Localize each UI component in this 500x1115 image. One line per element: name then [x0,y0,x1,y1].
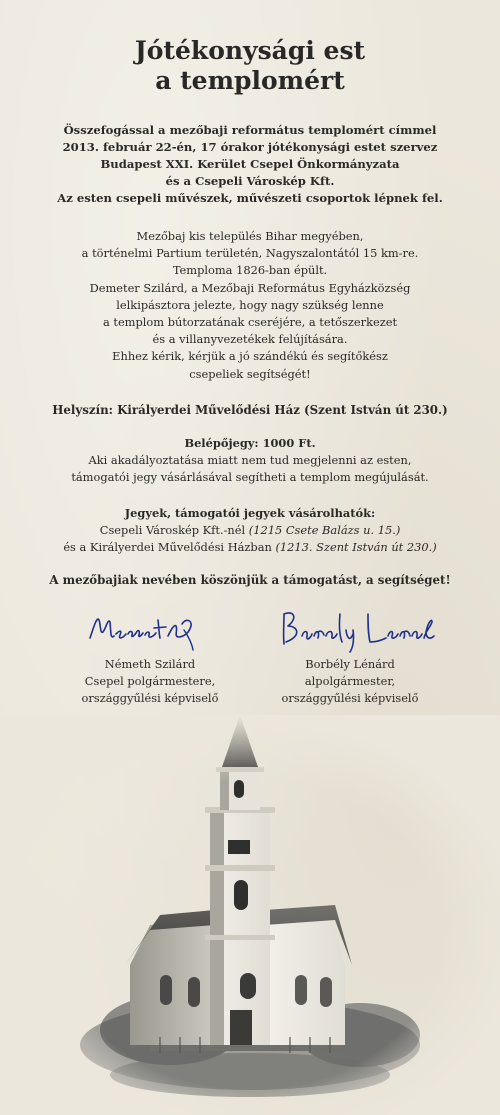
signature-image [250,600,450,656]
description-line: és a villanyvezetékek felújítására. [152,332,348,347]
price-value: 1000 Ft. [258,436,316,450]
price-note: támogatói jegy vásárlásával segítheti a templom megújulását. [71,470,429,484]
description-line: Temploma 1826-ban épült. [172,263,328,278]
tickets-heading: Jegyek, támogatói jegyek vásárolhatók: [124,506,376,520]
thanks-text: A mezőbajiak nevében köszönjük a támogatást, a segítséget! [49,573,451,587]
intro-paragraph [0,122,500,207]
signer-role: országgyűlési képviselő [281,691,419,705]
description-line: a templom bútorzatának cseréjére, a tetőszerkezet [102,315,398,330]
location-line [0,402,500,419]
page-title [0,36,500,96]
signer-role: országgyűlési képviselő [81,691,219,705]
title-line-2: a templomért [155,66,345,95]
ticket-address: (1213. Szent István út 230.) [275,540,437,554]
signature-block [250,600,450,707]
price-label: Belépőjegy: [184,436,259,450]
location-text: Helyszín: Királyerdei Művelődési Ház (Szent István út 230.) [52,403,448,417]
signer-name: Németh Szilárd [104,657,196,671]
price-note: Aki akadályoztatása miatt nem tud megjelenni az esten, [88,453,412,467]
description-line: csepeliek segítségét! [189,366,311,381]
description-line: Mezőbaj kis település Bihar megyében, [136,229,364,243]
title-line-1: Jótékonysági est [134,36,366,65]
description-line: Ehhez kérik, kérjük a jó szándékú és segítőkész [112,349,388,364]
description-line: Demeter Szilárd, a Mezőbaji Református Egyházközség [89,280,411,295]
signer-name: Borbély Lénárd [305,657,395,671]
signer-role: Csepel polgármestere, [84,674,216,688]
signature-block [50,600,250,707]
church-illustration [0,715,500,1115]
ticket-venue: Csepeli Városkép Kft.-nél [99,523,249,537]
tickets-section [0,505,500,556]
description-line: lelkipásztora jelezte, hogy nagy szükség lenne [116,297,384,312]
intro-line: és a Csepeli Városkép Kft. [165,174,335,188]
intro-line: Összefogással a mezőbaji református templomért címmel [63,123,437,137]
intro-line: Az esten csepeli művészek, művészeti csoportok lépnek fel. [57,191,443,205]
intro-line: 2013. február 22-én, 17 órakor jótékonysági estet szervez [62,140,438,154]
intro-line: Budapest XXI. Kerület Csepel Önkormányzata [100,157,400,171]
thanks-line [0,572,500,589]
description-paragraph [0,228,500,383]
ticket-address: (1215 Csete Balázs u. 15.) [248,523,401,537]
ticket-venue: és a Királyerdei Művelődési Házban [63,540,276,554]
description-line: a történelmi Partium területén, Nagyszalontától 15 km-re. [81,246,419,261]
signature-image [50,600,250,656]
signer-role: alpolgármester, [304,674,396,688]
price-section [0,435,500,486]
